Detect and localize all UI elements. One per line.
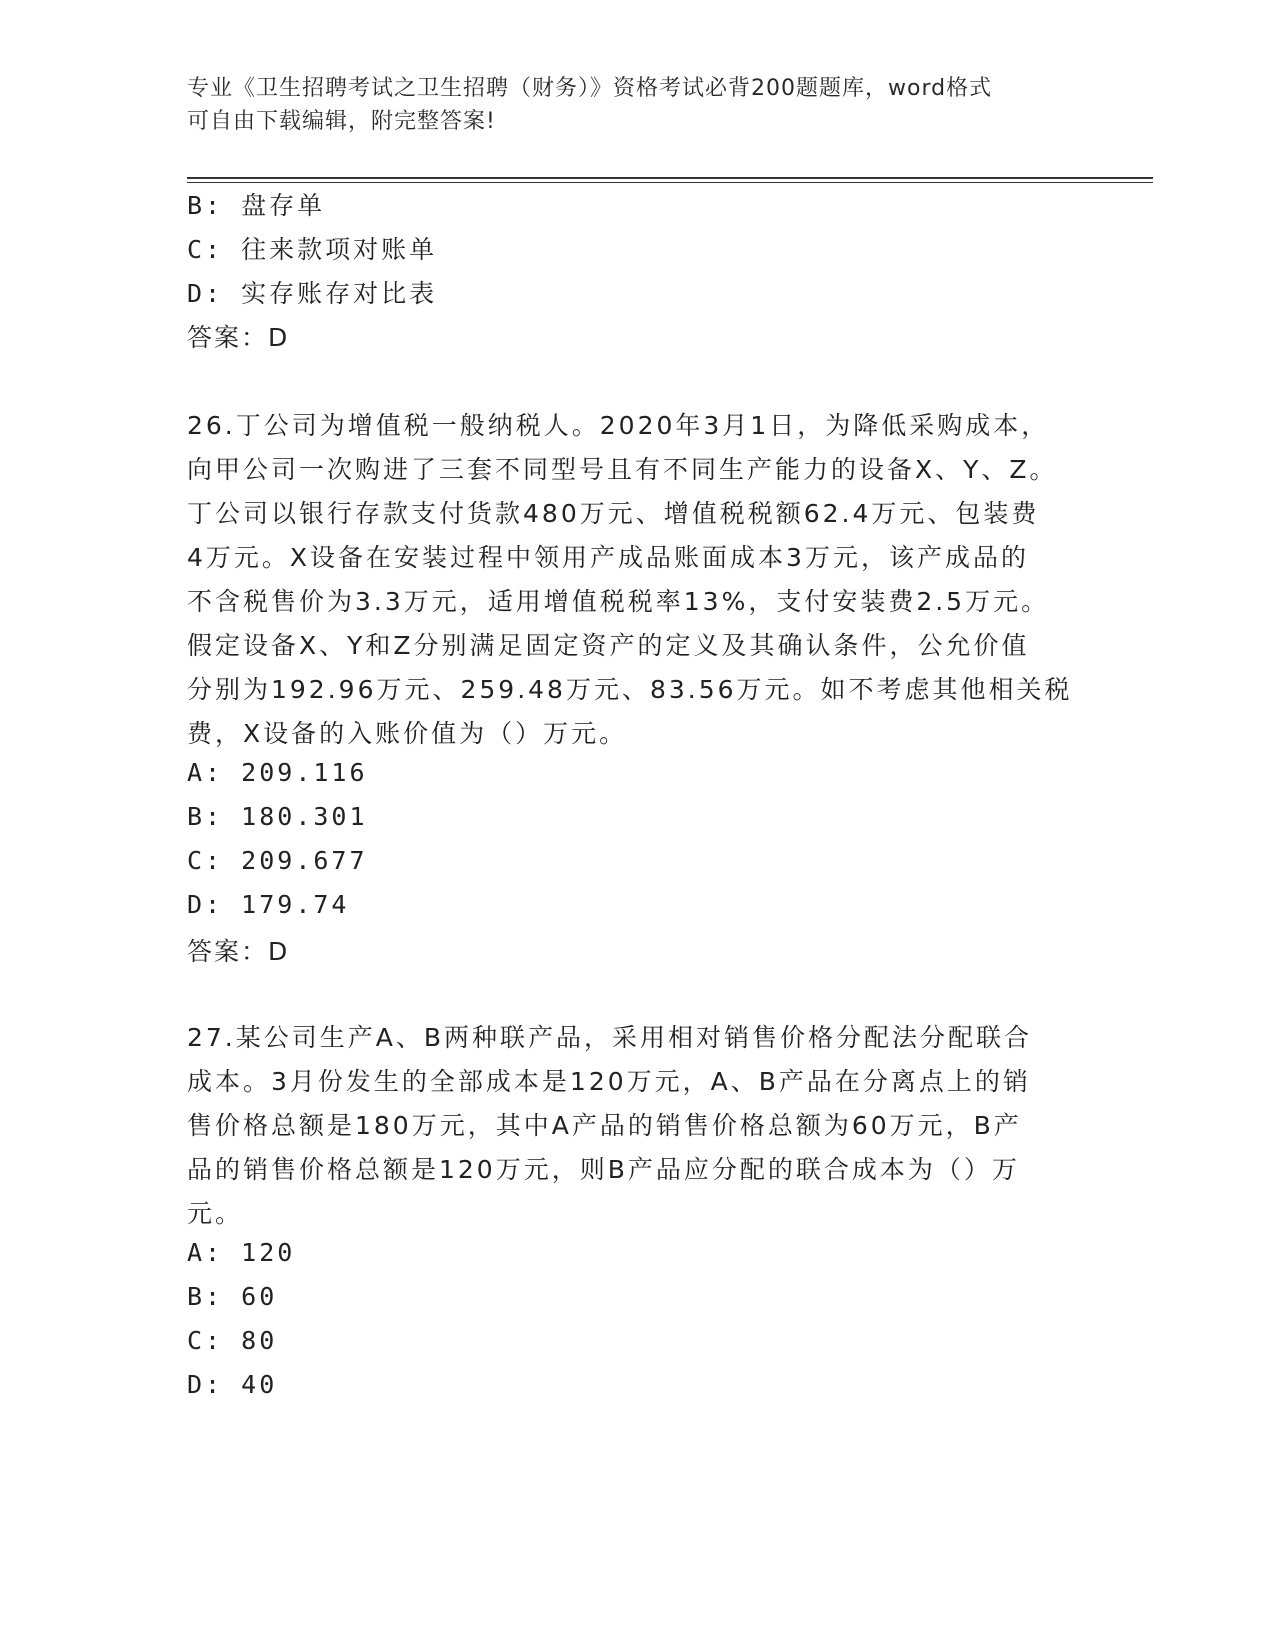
option-key: B: — [187, 191, 224, 220]
option-a — [187, 1238, 295, 1267]
option-key: D: — [187, 890, 224, 919]
option-c — [187, 230, 437, 266]
option-c — [187, 846, 368, 875]
option-key: A: — [187, 758, 224, 787]
question-26-line: 4万元。X设备在安装过程中领用产成品账面成本3万元，该产成品的 — [187, 543, 1029, 572]
option-text: 实存账存对比表 — [241, 279, 438, 308]
option-a — [187, 758, 368, 787]
option-key: A: — [187, 1238, 224, 1267]
option-d — [187, 890, 349, 919]
answer-label: 答案： — [187, 937, 269, 966]
option-key: B: — [187, 1282, 224, 1311]
question-27-line: 成本。3月份发生的全部成本是120万元，A、B产品在分离点上的销 — [187, 1067, 1031, 1096]
question-26-line: 不含税售价为3.3万元，适用增值税税率13%，支付安装费2.5万元。 — [187, 587, 1050, 616]
question-26-line: 假定设备X、Y和Z分别满足固定资产的定义及其确认条件，公允价值 — [187, 631, 1030, 660]
question-27-line: 27.某公司生产A、B两种联产品，采用相对销售价格分配法分配联合 — [187, 1023, 1033, 1052]
question-26-line: 向甲公司一次购进了三套不同型号且有不同生产能力的设备X、Y、Z。 — [187, 455, 1058, 484]
option-b — [187, 802, 368, 831]
option-text: 往来款项对账单 — [241, 235, 438, 264]
question-27-line: 售价格总额是180万元，其中A产品的销售价格总额为60万元，B产 — [187, 1111, 1022, 1140]
header-line-2: 可自由下载编辑，附完整答案! — [187, 109, 496, 134]
option-text: 179.74 — [241, 890, 350, 919]
question-26-line: 26.丁公司为增值税一般纳税人。2020年3月1日，为降低采购成本， — [187, 411, 1050, 440]
option-key: C: — [187, 1326, 224, 1355]
option-text: 60 — [241, 1282, 278, 1311]
option-text: 209.677 — [241, 846, 368, 875]
answer-line — [187, 932, 289, 968]
option-key: C: — [187, 846, 224, 875]
answer-line — [187, 318, 289, 354]
option-key: D: — [187, 279, 224, 308]
option-text: 180.301 — [241, 802, 368, 831]
header-divider — [187, 177, 1153, 179]
question-27-line: 元。 — [187, 1199, 244, 1228]
option-b — [187, 1282, 277, 1311]
option-b — [187, 186, 325, 222]
option-key: B: — [187, 802, 224, 831]
question-26-line: 费，X设备的入账价值为（）万元。 — [187, 719, 628, 748]
question-26-line: 丁公司以银行存款支付货款480万元、增值税税额62.4万元、包装费 — [187, 499, 1040, 528]
answer-value: D — [268, 937, 290, 966]
option-key: D: — [187, 1370, 224, 1399]
header-divider-thin — [187, 182, 1153, 183]
option-key: C: — [187, 235, 224, 264]
option-text: 120 — [241, 1238, 296, 1267]
option-d — [187, 274, 437, 310]
option-text: 40 — [241, 1370, 278, 1399]
option-text: 209.116 — [241, 758, 368, 787]
option-c — [187, 1326, 277, 1355]
option-d — [187, 1370, 277, 1399]
header-line-1: 专业《卫生招聘考试之卫生招聘（财务）》资格考试必背200题题库，word格式 — [187, 76, 993, 101]
answer-label: 答案： — [187, 323, 269, 352]
document-header — [187, 72, 1067, 138]
option-text: 盘存单 — [241, 191, 326, 220]
question-27-line: 品的销售价格总额是120万元，则B产品应分配的联合成本为（）万 — [187, 1155, 1020, 1184]
answer-value: D — [268, 323, 290, 352]
option-text: 80 — [241, 1326, 278, 1355]
question-26-line: 分别为192.96万元、259.48万元、83.56万元。如不考虑其他相关税 — [187, 675, 1073, 704]
